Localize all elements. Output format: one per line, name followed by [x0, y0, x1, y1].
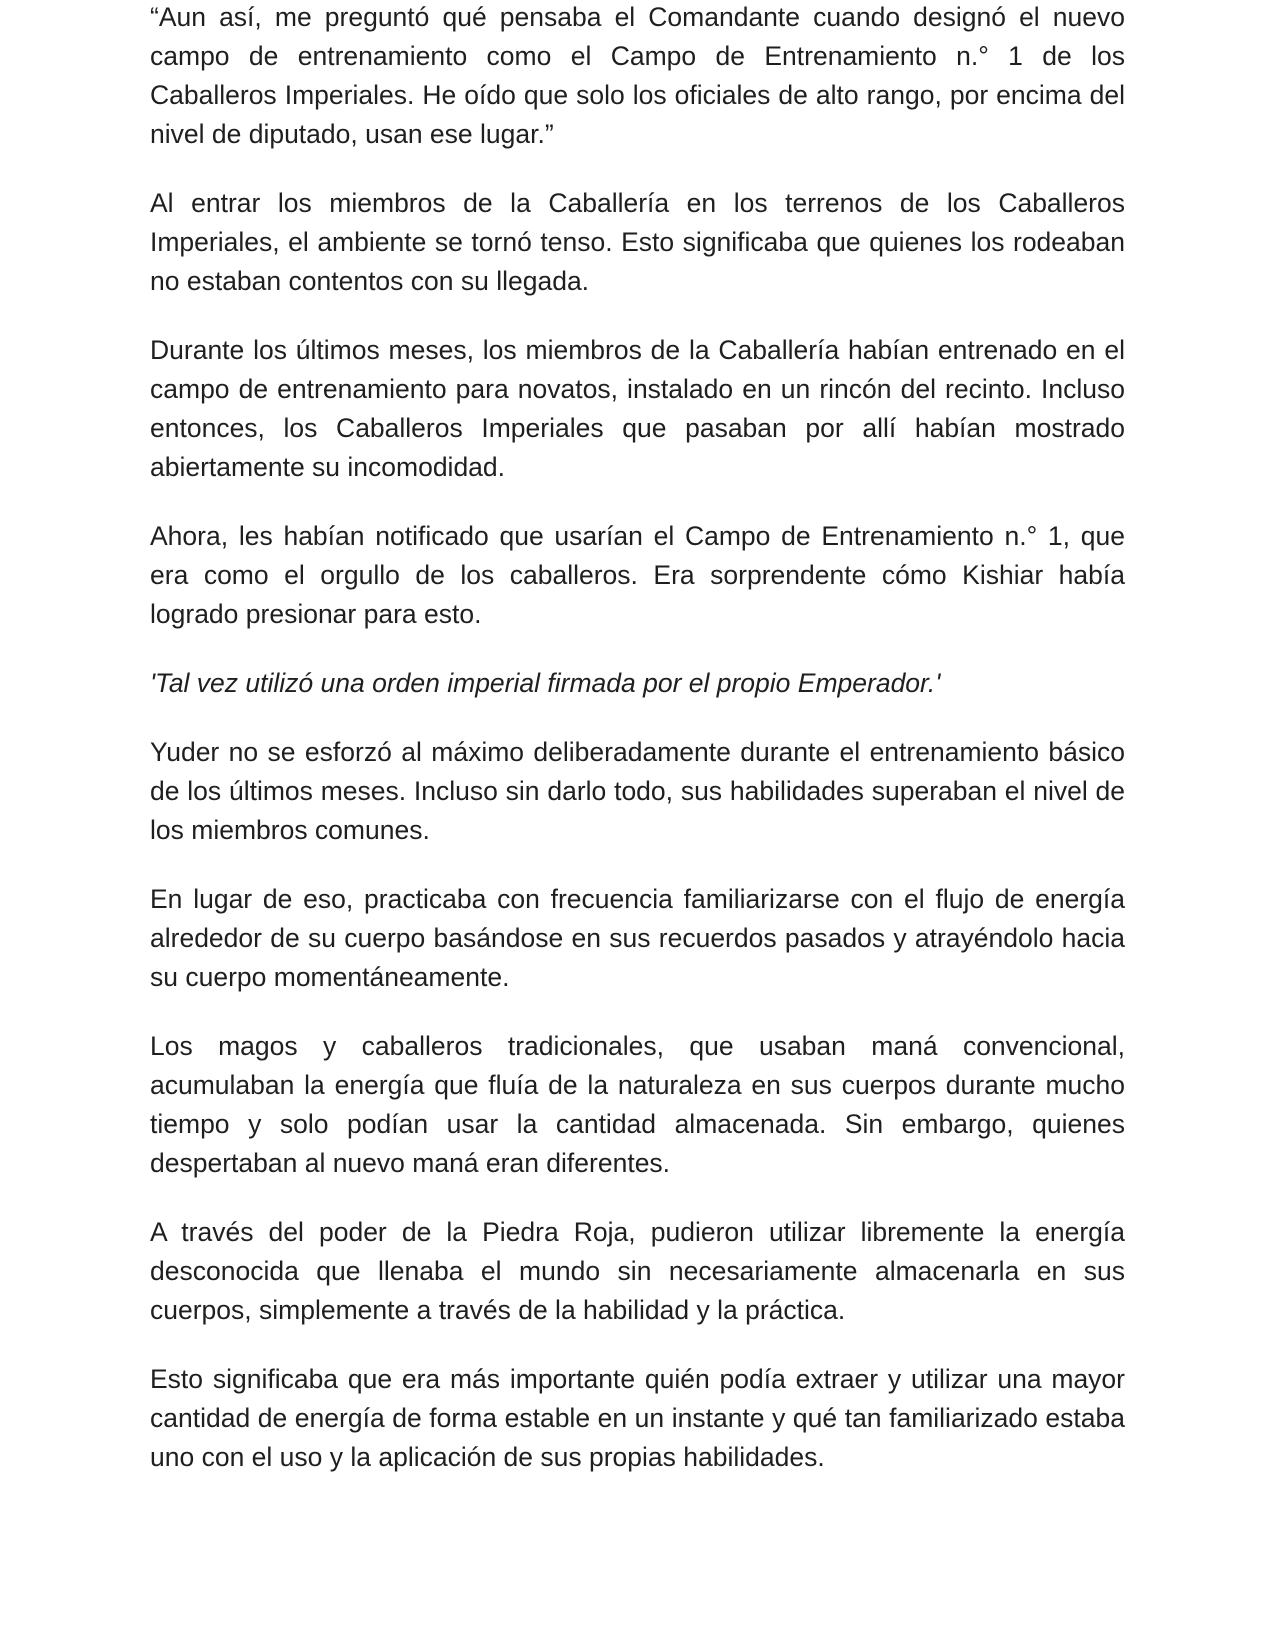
paragraph-8: Los magos y caballeros tradicionales, que usaban maná convencional, acumulaban la energía que fluía de la naturaleza en sus cuerpos durante mucho tiempo y solo podían usar la cantidad almacenada. Sin embargo, quienes despertaban al nuevo maná eran diferentes.	[150, 1031, 1125, 1178]
paragraph-9: A través del poder de la Piedra Roja, pudieron utilizar libremente la energía desconocida que llenaba el mundo sin necesariamente almacenarla en sus cuerpos, simplemente a través de la habilidad y la práctica.	[150, 1217, 1125, 1325]
paragraph-10: Esto significaba que era más importante quién podía extraer y utilizar una mayor cantidad de energía de forma estable en un instante y qué tan familiarizado estaba uno con el uso y la aplicación de sus propias habilidades.	[150, 1364, 1125, 1472]
paragraph-6: Yuder no se esforzó al máximo deliberadamente durante el entrenamiento básico de los últimos meses. Incluso sin darlo todo, sus habilidades superaban el nivel de los miembros comunes.	[150, 737, 1125, 845]
document-page	[150, 0, 1125, 1507]
paragraph-5-italic-thought: 'Tal vez utilizó una orden imperial firmada por el propio Emperador.'	[150, 668, 941, 698]
paragraph-2: Al entrar los miembros de la Caballería en los terrenos de los Caballeros Imperiales, el ambiente se tornó tenso. Esto significaba que quienes los rodeaban no estaban contentos con su llegada.	[150, 188, 1125, 296]
paragraph-3: Durante los últimos meses, los miembros de la Caballería habían entrenado en el campo de entrenamiento para novatos, instalado en un rincón del recinto. Incluso entonces, los Caballeros Imperiales que pasaban por allí habían mostrado abiertamente su incomodidad.	[150, 335, 1125, 482]
paragraph-4: Ahora, les habían notificado que usarían el Campo de Entrenamiento n.° 1, que era como el orgullo de los caballeros. Era sorprendente cómo Kishiar había logrado presionar para esto.	[150, 521, 1125, 629]
paragraph-1: “Aun así, me preguntó qué pensaba el Comandante cuando designó el nuevo campo de entrenamiento como el Campo de Entrenamiento n.° 1 de los Caballeros Imperiales. He oído que solo los oficiales de alto rango, por encima del nivel de diputado, usan ese lugar.”	[150, 2, 1125, 149]
paragraph-7: En lugar de eso, practicaba con frecuencia familiarizarse con el flujo de energía alrededor de su cuerpo basándose en sus recuerdos pasados y atrayéndolo hacia su cuerpo momentáneamente.	[150, 884, 1125, 992]
